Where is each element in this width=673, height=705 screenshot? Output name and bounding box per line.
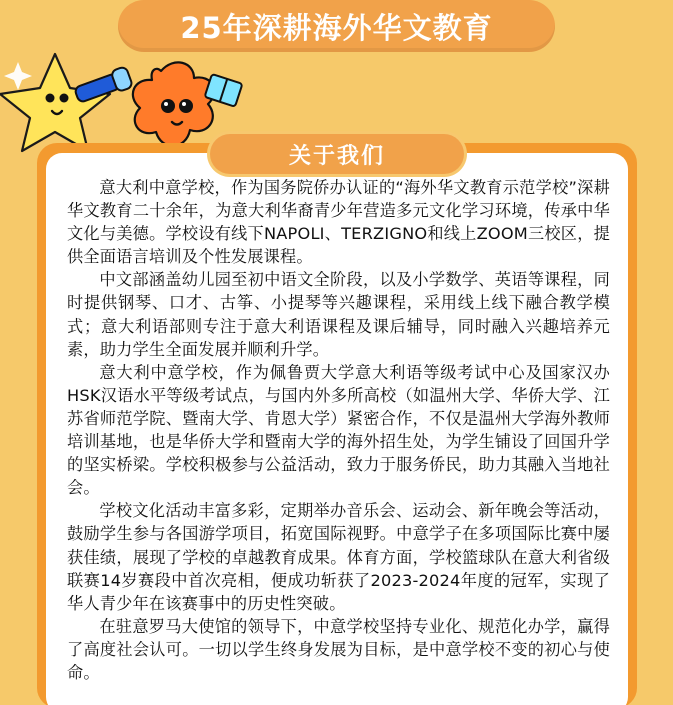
about-paragraph: 意大利中意学校，作为佩鲁贾大学意大利语等级考试中心及国家汉办HSK汉语水平等级考试点，与国内外多所高校（如温州大学、华侨大学、江苏省师范学院、暨南大学、肯恩大学）紧密合作，不仅是温州大学海外教师培训基地，也是华侨大学和暨南大学的海外招生处，为学生铺设了回国升学的坚实桥梁。学校积极参与公益活动，致力于服务侨民，助力其融入当地社会。 <box>67 362 610 498</box>
title-banner <box>118 0 555 52</box>
section-title-badge <box>210 134 464 174</box>
section-title: 关于我们 <box>288 143 385 169</box>
about-paragraph: 在驻意罗马大使馆的领导下，中意学校坚持专业化、规范化办学，赢得了高度社会认可。一切以学生终身发展为目标，是中意学校不变的初心与使命。 <box>67 616 610 682</box>
page-title: 25年深耕海外华文教育 <box>180 10 493 45</box>
about-content <box>67 176 610 684</box>
about-paragraph: 中文部涵盖幼儿园至初中语文全阶段，以及小学数学、英语等课程，同时提供钢琴、口才、古筝、小提琴等兴趣课程，采用线上线下融合教学模式；意大利语部则专注于意大利语课程及课后辅导，同时融入兴趣培养元素，助力学生全面发展并顺利升学。 <box>67 270 610 359</box>
about-paragraph: 学校文化活动丰富多彩，定期举办音乐会、运动会、新年晚会等活动，鼓励学生参与各国游学项目，拓宽国际视野。中意学子在多项国际比赛中屡获佳绩，展现了学校的卓越教育成果。体育方面，学校篮球队在意大利省级联赛14岁赛段中首次亮相，便成功斩获了2023-2024年度的冠军，实现了华人青少年在该赛事中的历史性突破。 <box>67 501 610 613</box>
about-paragraph: 意大利中意学校，作为国务院侨办认证的“海外华文教育示范学校”深耕华文教育二十余年，为意大利华裔青少年营造多元文化学习环境，传承中华文化与美德。学校设有线下NAPOLI、TERZIGNO和线上ZOOM三校区，提供全面语言培训及个性发展课程。 <box>67 178 610 267</box>
